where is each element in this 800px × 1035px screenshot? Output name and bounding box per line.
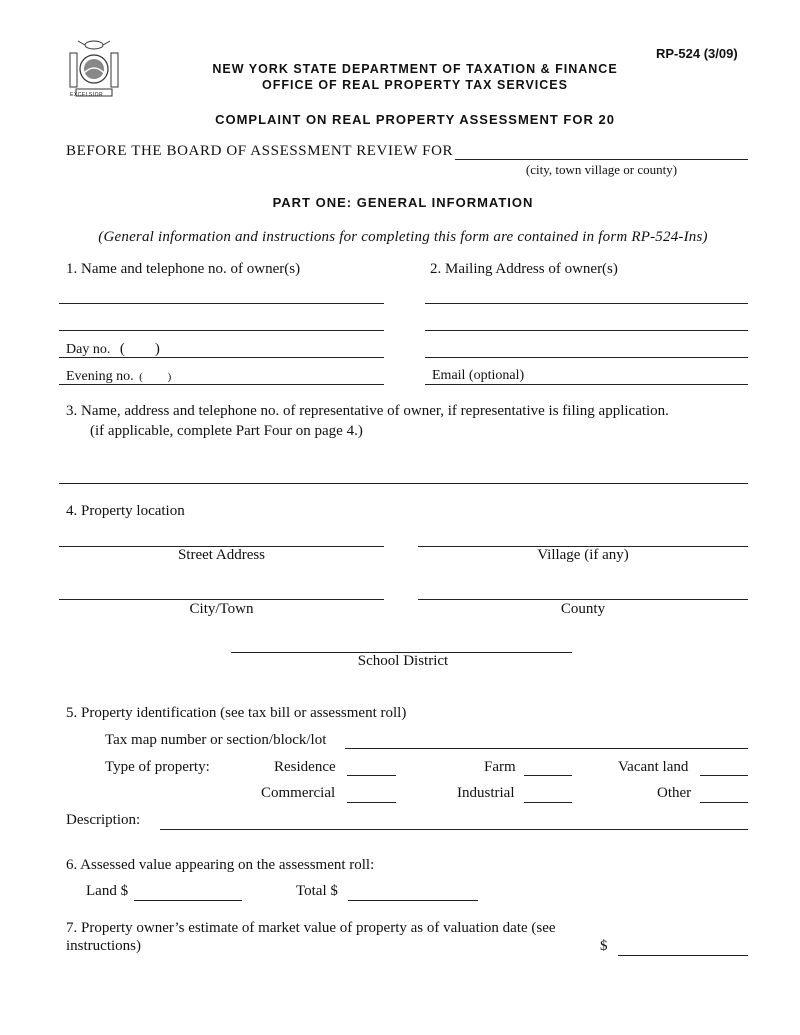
part-one-note: (General information and instructions for completing this form are contained in form RP-524-Ins)	[98, 229, 708, 245]
market-value-dollar: $	[600, 938, 608, 954]
evening-no-field[interactable]	[59, 384, 384, 385]
evening-no-text: Evening no.	[66, 369, 134, 384]
q5-label: 5. Property identification (see tax bill or assessment roll)	[66, 705, 407, 721]
evening-no-label	[66, 369, 171, 385]
q3-line-2: (if applicable, complete Part Four on page 4.)	[90, 423, 363, 439]
industrial-field[interactable]	[524, 802, 572, 803]
day-no-label	[66, 341, 160, 358]
description-field[interactable]	[160, 829, 748, 830]
email-field[interactable]	[425, 384, 748, 385]
mailing-address-line-2[interactable]	[425, 330, 748, 331]
mailing-address-line-3[interactable]	[425, 357, 748, 358]
vacant-land-label: Vacant land	[618, 759, 689, 775]
residence-label: Residence	[274, 759, 336, 775]
owner-name-line-1[interactable]	[59, 303, 384, 304]
industrial-label: Industrial	[457, 785, 515, 801]
representative-field[interactable]	[59, 483, 748, 484]
commercial-field[interactable]	[347, 802, 396, 803]
total-value-field[interactable]	[348, 900, 478, 901]
county-label: County	[560, 601, 606, 617]
residence-field[interactable]	[347, 775, 396, 776]
q2-label: 2. Mailing Address of owner(s)	[430, 261, 618, 277]
evening-no-paren: ( )	[139, 371, 172, 383]
header-line-2: OFFICE OF REAL PROPERTY TAX SERVICES	[262, 78, 568, 92]
land-label: Land $	[86, 883, 129, 899]
city-town-field[interactable]	[59, 599, 384, 600]
village-label: Village (if any)	[537, 547, 629, 563]
land-value-field[interactable]	[134, 900, 242, 901]
vacant-land-field[interactable]	[700, 775, 748, 776]
email-label: Email (optional)	[432, 368, 525, 383]
other-field[interactable]	[700, 802, 748, 803]
q7-line-2: instructions)	[66, 938, 141, 954]
before-board-label: BEFORE THE BOARD OF ASSESSMENT REVIEW FOR	[66, 143, 454, 159]
q6-label: 6. Assessed value appearing on the assessment roll:	[66, 857, 375, 873]
q3-line-1: 3. Name, address and telephone no. of representative of owner, if representative is filing application.	[66, 403, 669, 419]
school-district-label: School District	[357, 653, 449, 669]
market-value-field[interactable]	[618, 955, 748, 956]
description-label: Description:	[66, 812, 141, 828]
seal-motto: EXCELSIOR	[70, 92, 104, 98]
type-of-property-label: Type of property:	[105, 759, 210, 775]
part-one-heading: PART ONE: GENERAL INFORMATION	[272, 195, 534, 210]
commercial-label: Commercial	[261, 785, 336, 801]
county-field[interactable]	[418, 599, 748, 600]
board-name-field[interactable]	[455, 159, 748, 160]
city-town-label: City/Town	[189, 601, 254, 617]
q1-label: 1. Name and telephone no. of owner(s)	[66, 261, 301, 277]
tax-map-field[interactable]	[345, 748, 748, 749]
form-title: COMPLAINT ON REAL PROPERTY ASSESSMENT FOR 20	[215, 112, 615, 127]
mailing-address-line-1[interactable]	[425, 303, 748, 304]
q7-line-1: 7. Property owner’s estimate of market value of property as of valuation date (see	[66, 920, 556, 936]
header-line-1: NEW YORK STATE DEPARTMENT OF TAXATION & FINANCE	[212, 62, 618, 76]
farm-field[interactable]	[524, 775, 572, 776]
day-no-field[interactable]	[59, 357, 384, 358]
total-label: Total $	[296, 883, 338, 899]
q4-label: 4. Property location	[66, 503, 185, 519]
form-id: RP-524 (3/09)	[656, 46, 738, 61]
other-label: Other	[657, 785, 692, 801]
before-board-sublabel: (city, town village or county)	[525, 162, 678, 177]
day-no-text: Day no.	[66, 342, 111, 357]
day-no-paren: ( )	[119, 341, 160, 357]
street-address-label: Street Address	[177, 547, 266, 563]
farm-label: Farm	[484, 759, 516, 775]
tax-map-label: Tax map number or section/block/lot	[105, 732, 327, 748]
owner-name-line-2[interactable]	[59, 330, 384, 331]
